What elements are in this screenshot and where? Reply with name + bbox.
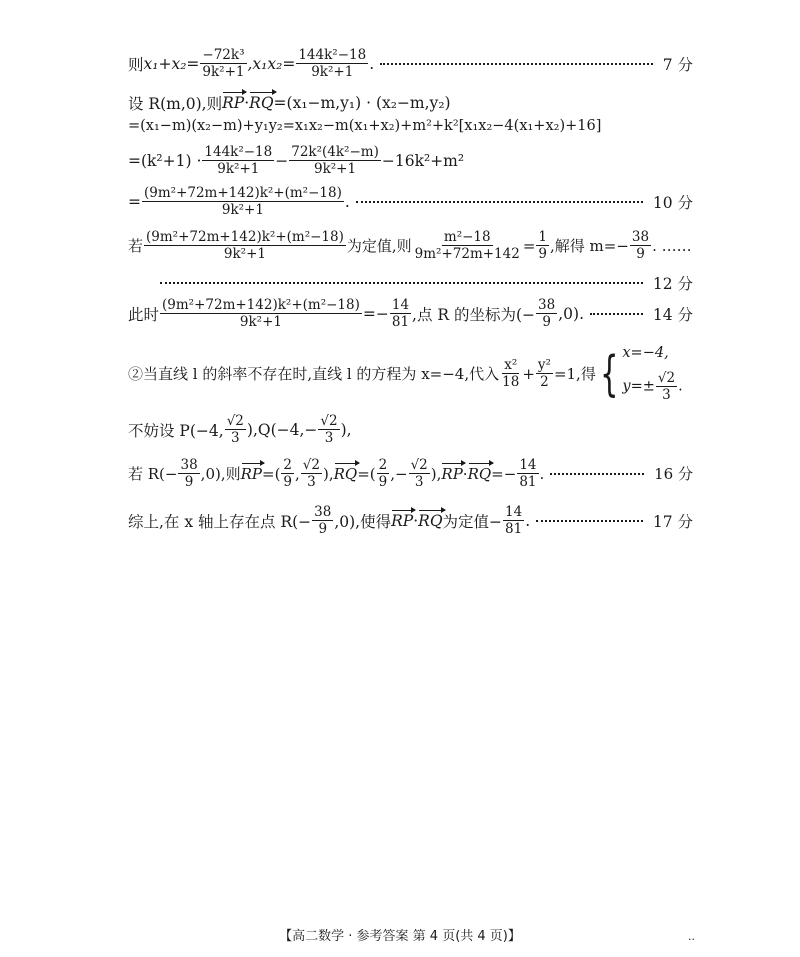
dot-operator: ·	[413, 511, 419, 530]
text: ,点 R 的坐标为(−	[412, 305, 536, 324]
text: 若	[128, 237, 144, 256]
text: ,0).	[558, 304, 584, 323]
numerator: (9m²+72m+142)k²+(m²−18)	[146, 229, 344, 245]
denominator: 3	[662, 387, 671, 404]
denominator: 9k²+1	[202, 64, 245, 81]
vector-rq: RQ	[333, 464, 358, 483]
text: +	[522, 364, 535, 383]
numerator: (9m²+72m+142)k²+(m²−18)	[144, 185, 342, 201]
text: 则	[128, 55, 144, 74]
denominator: 3	[230, 430, 240, 447]
fraction	[318, 414, 339, 445]
text: =(	[357, 464, 376, 483]
text: =(x₁−m,y₁) · (x₂−m,y₂)	[273, 94, 451, 112]
denominator: 9k²+1	[221, 202, 264, 219]
denominator: 9	[378, 474, 388, 491]
fraction	[301, 458, 322, 489]
denominator: 9k²+1	[311, 64, 354, 81]
score-label: 16 分	[654, 465, 693, 484]
denominator: 81	[519, 474, 537, 491]
fraction	[202, 145, 274, 176]
numerator: √2	[657, 370, 676, 386]
numerator: x²	[504, 357, 518, 373]
fraction	[178, 458, 199, 489]
denominator: 9	[184, 474, 194, 491]
text: −16k²+m²	[381, 151, 465, 170]
fraction	[536, 298, 557, 329]
denominator: 9	[538, 246, 548, 263]
denominator: 18	[502, 374, 520, 391]
text: −	[275, 151, 289, 170]
fraction	[225, 414, 246, 445]
numerator: m²−18	[443, 229, 491, 245]
line-sum-product	[128, 48, 693, 79]
dotted-leader	[536, 520, 643, 522]
text: =(	[262, 464, 281, 483]
denominator: 9	[636, 246, 645, 263]
fraction	[413, 230, 522, 261]
text: =(k²+1) ·	[128, 151, 202, 170]
line-vertical-case	[128, 345, 693, 402]
vector-rq: RQ	[418, 511, 443, 530]
line-simplified	[128, 186, 693, 217]
page-footer: 【高二数学 · 参考答案 第 4 页(共 4 页)】	[279, 929, 521, 944]
fraction	[409, 458, 430, 489]
denominator: 9m²+72m+142	[414, 246, 520, 263]
text: ,−	[390, 464, 408, 483]
text: 若 R(−	[128, 465, 178, 484]
fraction	[200, 48, 246, 79]
line-constant-condition	[128, 230, 693, 261]
fraction	[312, 505, 333, 536]
line-pq-points	[128, 414, 693, 445]
numerator: 144k²−18	[204, 144, 273, 160]
denominator: 9	[283, 474, 293, 491]
text: ②当直线 l 的斜率不存在时,直线 l 的方程为 x=−4,代入	[128, 365, 500, 384]
denominator: 9k²+1	[314, 161, 357, 178]
score-label: 10 分	[652, 193, 693, 212]
text: 设 R(m,0),则	[128, 95, 223, 113]
fraction	[281, 458, 294, 489]
text: =	[128, 192, 141, 211]
fraction	[144, 230, 346, 261]
numerator: 38	[314, 504, 332, 520]
dotted-leader	[356, 201, 643, 203]
fraction	[503, 505, 524, 536]
denominator: 3	[307, 474, 316, 491]
text: .	[344, 192, 350, 211]
numerator: √2	[320, 413, 338, 429]
fraction	[142, 186, 344, 217]
numerator: 14	[505, 504, 523, 520]
text: y=±	[622, 378, 655, 395]
denominator: 3	[414, 474, 424, 491]
denominator: 9k²+1	[223, 246, 266, 263]
line-substitute	[128, 145, 693, 176]
denominator: 3	[324, 430, 334, 447]
numerator: (9m²+72m+142)k²+(m²−18)	[162, 297, 360, 313]
text: x₁+x₂=	[143, 54, 200, 73]
dotted-leader	[550, 473, 644, 475]
text: .	[678, 378, 683, 395]
brace-symbol: {	[599, 345, 619, 402]
text: =−	[491, 464, 517, 483]
fraction	[500, 358, 521, 389]
text: ),	[323, 464, 334, 483]
vector-rp: RP	[222, 94, 245, 112]
fraction	[296, 48, 368, 79]
system-rows	[622, 345, 682, 402]
text: .	[525, 511, 531, 530]
text: ,0),使得	[334, 512, 392, 531]
numerator: 14	[391, 297, 410, 313]
fraction	[517, 458, 538, 489]
vector-rq: RQ	[467, 464, 492, 483]
text: .	[369, 54, 375, 73]
score-label: 14 分	[652, 305, 693, 324]
denominator: 2	[540, 374, 549, 391]
fraction	[536, 230, 549, 261]
page-mark: ..	[688, 930, 695, 943]
fraction	[390, 298, 411, 329]
text: ,0),则	[200, 465, 241, 484]
line-result	[128, 298, 693, 329]
score-label: 17 分	[652, 512, 693, 531]
vector-rp: RP	[240, 464, 262, 483]
numerator: 38	[180, 457, 198, 473]
denominator: 9k²+1	[217, 161, 260, 178]
text: ),	[340, 420, 352, 439]
text: =−	[362, 304, 389, 323]
numerator: 2	[378, 457, 388, 473]
fraction	[536, 358, 553, 389]
text: ,x₁x₂=	[247, 54, 296, 73]
text: .	[539, 464, 545, 483]
numerator: 38	[538, 297, 556, 313]
fraction	[160, 298, 362, 329]
fraction	[289, 145, 381, 176]
fraction	[377, 458, 390, 489]
text: 此时	[128, 305, 160, 324]
numerator: −72k³	[202, 47, 245, 63]
dotted-leader	[380, 63, 653, 65]
text: . ……	[652, 236, 692, 255]
text: =	[522, 236, 536, 255]
text: 为定值,则	[346, 237, 412, 256]
text: ),	[430, 464, 442, 483]
line-conclusion	[128, 505, 693, 536]
denominator: 9	[542, 314, 551, 331]
text: =1,得	[553, 365, 596, 384]
denominator: 9k²+1	[239, 314, 282, 331]
line-expand	[128, 118, 693, 134]
fraction	[656, 371, 677, 402]
numerator: √2	[302, 457, 320, 473]
score-label: 7 分	[662, 55, 693, 74]
vector-rq: RQ	[249, 94, 274, 112]
text: ,解得 m=−	[550, 237, 629, 256]
dotted-leader	[590, 313, 643, 315]
numerator: y²	[537, 357, 551, 373]
denominator: 9	[318, 521, 328, 538]
line-set-r	[128, 92, 693, 114]
numerator: 14	[519, 457, 537, 473]
denominator: 81	[391, 314, 410, 331]
text: ),Q(−4,−	[246, 420, 318, 439]
dot-operator: ·	[244, 94, 250, 112]
line-check-vectors	[128, 458, 693, 489]
system-row	[622, 371, 682, 402]
line-score-12	[128, 272, 693, 294]
fraction	[630, 230, 651, 261]
text: 为定值−	[442, 512, 503, 531]
numerator: 1	[538, 229, 548, 245]
vector-rp: RP	[391, 511, 414, 530]
numerator: √2	[226, 413, 244, 429]
text: 不妨设 P(−4,	[128, 421, 224, 440]
numerator: √2	[410, 457, 428, 473]
dot-operator: ·	[462, 464, 468, 483]
system-row: x=−4,	[622, 345, 669, 361]
denominator: 81	[505, 521, 523, 538]
score-label: 12 分	[652, 275, 693, 293]
numerator: 38	[631, 229, 650, 245]
numerator: 2	[283, 457, 293, 473]
numerator: 72k²(4k²−m)	[291, 144, 379, 160]
text: =(x₁−m)(x₂−m)+y₁y₂=x₁x₂−m(x₁+x₂)+m²+k²[x₁x₂−4(x₁+x₂)+16]	[128, 118, 602, 134]
vector-rp: RP	[441, 464, 463, 483]
text: 综上,在 x 轴上存在点 R(−	[128, 512, 312, 531]
dotted-leader	[160, 282, 643, 284]
text: ,	[295, 464, 300, 483]
numerator: 144k²−18	[298, 47, 367, 63]
equation-system	[596, 345, 683, 402]
